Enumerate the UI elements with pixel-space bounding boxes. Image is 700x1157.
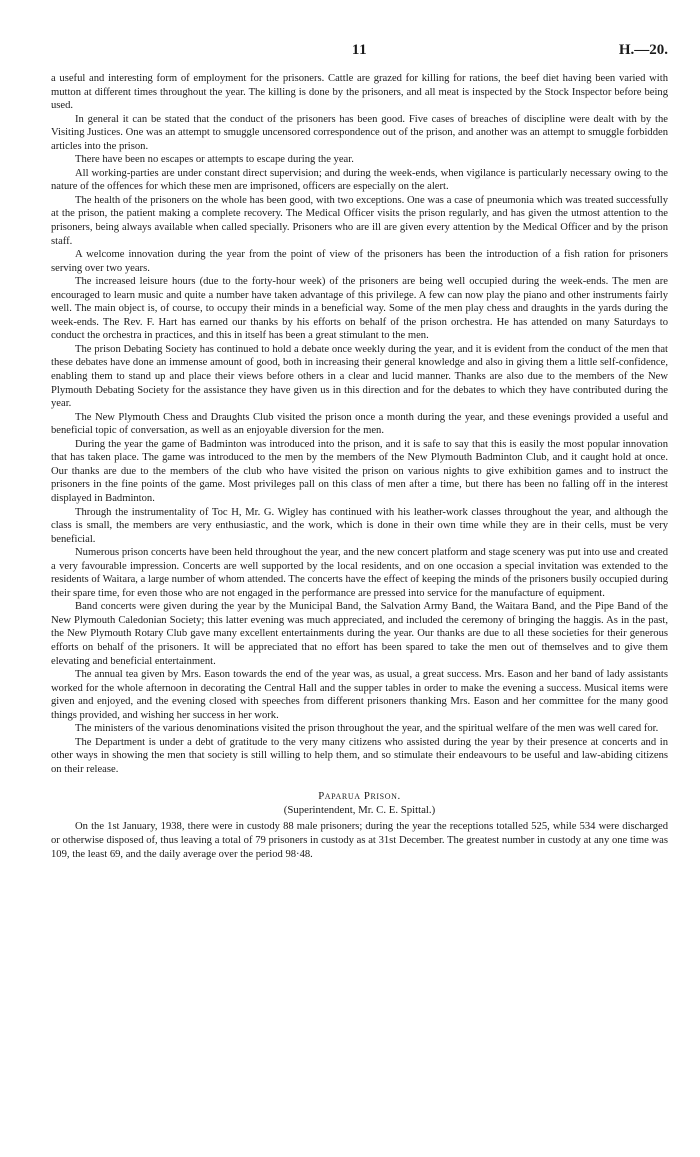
page-header: [51, 42, 668, 66]
paragraph: There have been no escapes or attempts to escape during the year.: [75, 154, 354, 166]
paragraph: A welcome innovation during the year from the point of view of the prisoners has been the introduction of a fish ration for prisoners serving over two years.: [51, 249, 668, 274]
paragraph: During the year the game of Badminton was introduced into the prison, and it is safe to say that this is easily the most popular innovation that has taken place. The game was introduced to the men by the members of the New Plymouth Badminton Club, and it caught hold at once. Our thanks are due to the members of the club who have visited the prison on various nights to give exhibition games and to instruct the prisoners in the fine points of the game. Most privileges pall on this class of men after a time, but there has been no falling off in the interest displayed in Badminton.: [51, 438, 668, 504]
section-text: [51, 820, 668, 861]
paragraph: In general it can be stated that the conduct of the prisoners has been good. Five cases of breaches of discipline were dealt with by the Visiting Justices. One was an attempt to smuggle uncensored correspondence out of the prison, and another was an attempt to smuggle forbidden articles into the prison.: [51, 113, 668, 152]
paragraph: The prison Debating Society has continued to hold a debate once weekly during the year, and it is evident from the conduct of the men that these debates have done an immense amount of good, both in increasing their general knowledge and also in giving them a little self-confidence, enabling them to stand up and place their views before others in a clear and lucid manner. Thanks are also due to the members of the New Plymouth Debating Society for the assistance they have given us in this direction and for the debates to which they have contributed during the year.: [51, 343, 668, 410]
paragraph: The ministers of the various denominations visited the prison throughout the year, and the spiritual welfare of the men was well cared for.: [75, 723, 659, 735]
paragraph: a useful and interesting form of employment for the prisoners. Cattle are grazed for killing for rations, the beef diet having been varied with mutton at different times throughout the year. The killing is done by the prisoners, and all meat is inspected by the Stock Inspector before being used.: [51, 73, 668, 112]
paragraph: All working-parties are under constant direct supervision; and during the week-ends, when vigilance is particularly necessary owing to the nature of the offences for which these men are imprisoned, officers are especially on the alert.: [51, 167, 668, 193]
document-page: [51, 42, 668, 861]
section-title: Paparua Prison.: [318, 790, 401, 803]
paragraph: The health of the prisoners on the whole has been good, with two exceptions. One was a case of pneumonia which was treated successfully at the prison, the patient making a complete recovery. The Medical Officer visits the prison regularly, and has given the utmost attention to the prisoners, being always available when called specially. Prisoners who are ill are given every attention by the Medical Officer and by the prison staff.: [51, 194, 668, 247]
paragraph: Through the instrumentality of Toc H, Mr. G. Wigley has continued with his leather-work classes throughout the year, and although the class is small, the members are very enthusiastic, and the work, which is done in their own time while they are in their cells, must be very beneficial.: [51, 506, 668, 545]
paragraph: The annual tea given by Mrs. Eason towards the end of the year was, as usual, a great success. Mrs. Eason and her band of lady assistants worked for the whole afternoon in decorating the Central Hall and the supper tables in order to make the evening a success. Musical items were given and enjoyed, and the evening closed with speeches from different prisoners thanking Mrs. Eason and her committee for the many good things provided, and wishing her success in her work.: [51, 669, 668, 721]
paragraph: The increased leisure hours (due to the forty-hour week) of the prisoners are being well occupied during the week-ends. The men are encouraged to learn music and quite a number have taken advantage of this privilege. A few can now play the piano and other instruments fairly well. The main object is, of course, to occupy their minds in a beneficial way. Some of the men play chess and draughts in the yards during the week-ends. The Rev. F. Hart has earned our thanks by his efforts on behalf of the prison orchestra. He has attended on many Saturdays to conduct the orchestra in practices, and this in itself has been a great stimulant to the men.: [51, 276, 668, 342]
paragraph: The New Plymouth Chess and Draughts Club visited the prison once a month during the year, and these evenings provided a useful and beneficial topic of conversation, as well as an enjoyable diversion for the men.: [51, 411, 668, 437]
paragraph: Band concerts were given during the year by the Municipal Band, the Salvation Army Band, the Waitara Band, and the Pipe Band of the New Plymouth Caledonian Society; this latter evening was much appreciated, and included the ceremony of bringing the haggis. As in the past, the New Plymouth Rotary Club gave many excellent entertainments during the year. Our thanks are due to all these societies for their generous efforts on behalf of the prisoners. It will be appreciated that no effort has been spared to take the men out of themselves and to give them elevating and beneficial entertainment.: [51, 601, 668, 667]
section-subtitle: (Superintendent, Mr. C. E. Spittal.): [283, 804, 436, 817]
report-code: H.—20.: [618, 42, 668, 58]
paragraph: Numerous prison concerts have been held throughout the year, and the new concert platform and stage scenery was put into use and created a very favourable impression. Concerts are well supported by the local residents, and on one occasion a special invitation was extended to the residents of Waitara, a large number of whom attended. The concerts have the effect of keeping the minds of the prisoners busily occupied during their spare time, for even those who are not engaged in the performance are pressed into service for the manufacture of equipment.: [51, 547, 668, 599]
body-text: [51, 72, 668, 776]
page-number: 11: [351, 42, 368, 58]
paragraph: On the 1st January, 1938, there were in custody 88 male prisoners; during the year the receptions totalled 525, while 534 were discharged or otherwise disposed of, thus leaving a total of 79 prisoners in custody as at 31st December. The greatest number in custody at any one time was 109, the least 69, and the daily average over the period 98·48.: [51, 821, 668, 860]
paragraph: The Department is under a debt of gratitude to the very many citizens who assisted during the year by their presence at concerts and in other ways in showing the men that society is still willing to help them, and so stimulate their endeavours to be useful and law-abiding citizens on their release.: [51, 736, 668, 775]
